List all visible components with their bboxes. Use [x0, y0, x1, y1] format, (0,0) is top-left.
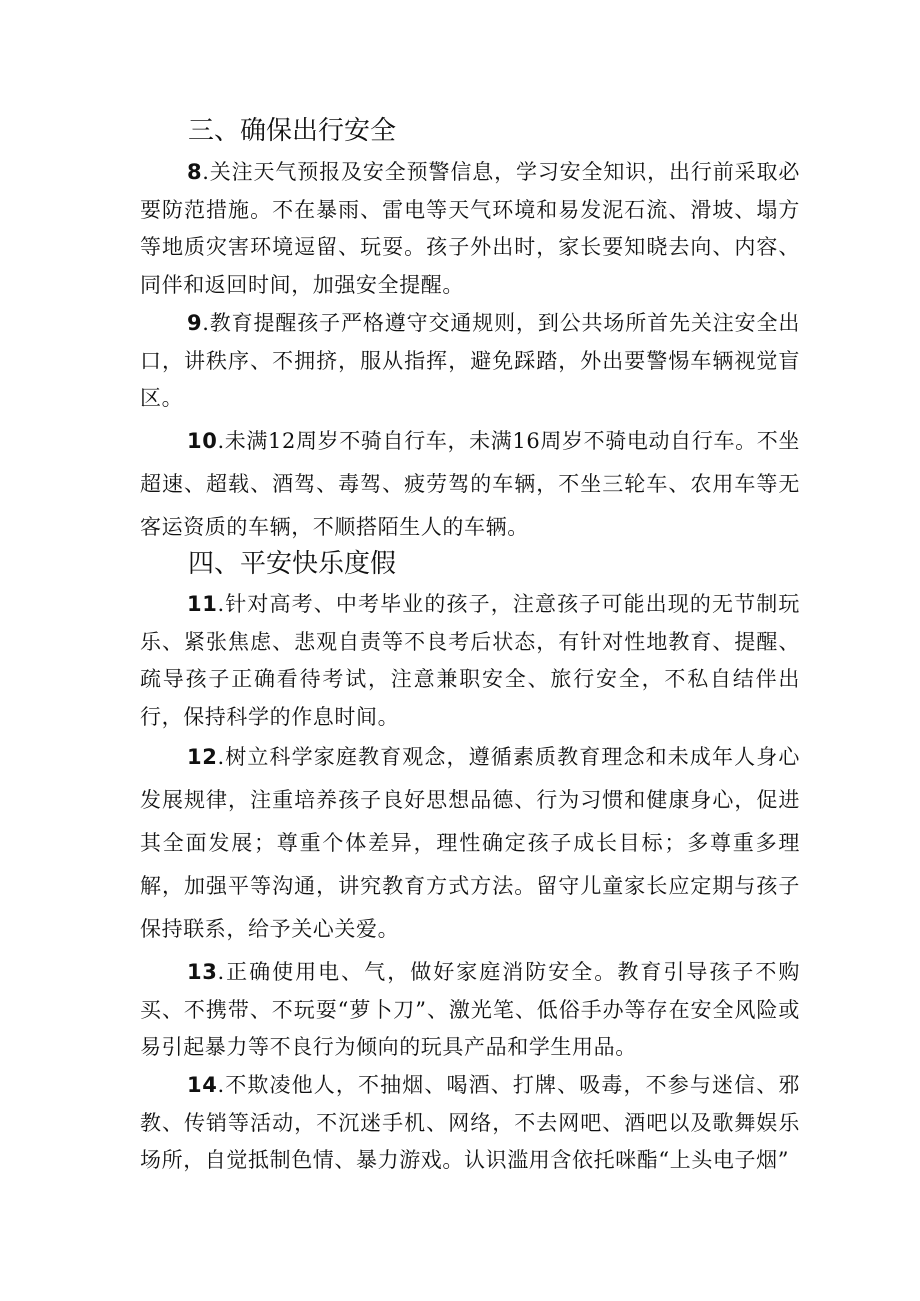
item-number: 14 [187, 1073, 218, 1097]
section-heading-holiday: 四、平安快乐度假 [188, 549, 397, 579]
paragraph-item-14 [140, 1067, 800, 1180]
item-text: .教育提醒孩子严格遵守交通规则，到公共场所首先关注安全出口，讲秩序、不拥挤，服从指挥，避免踩踏，外出要警惕车辆视觉盲区。 [140, 311, 800, 410]
item-text: .针对高考、中考毕业的孩子，注意孩子可能出现的无节制玩乐、紧张焦虑、悲观自责等不良考后状态，有针对性地教育、提醒、疏导孩子正确看待考试，注意兼职安全、旅行安全，不私自结伴出行，保持科学的作息时间。 [140, 592, 800, 729]
item-number: 9 [187, 311, 203, 335]
paragraph-item-10 [140, 420, 800, 549]
item-number: 8 [187, 160, 203, 184]
paragraph-item-12 [140, 736, 800, 951]
item-number: 13 [187, 960, 218, 984]
paragraph-item-8 [140, 154, 800, 304]
item-text: .关注天气预报及安全预警信息，学习安全知识，出行前采取必要防范措施。不在暴雨、雷电等天气环境和易发泥石流、滑坡、塌方等地质灾害环境逗留、玩耍。孩子外出时，家长要知晓去向、内容、同伴和返回时间，加强安全提醒。 [140, 160, 800, 297]
item-text: .树立科学家庭教育观念，遵循素质教育理念和未成年人身心发展规律，注重培养孩子良好思想品德、行为习惯和健康身心，促进其全面发展；尊重个体差异，理性确定孩子成长目标；多尊重多理解，加强平等沟通，讲究教育方式方法。留守儿童家长应定期与孩子保持联系，给予关心关爱。 [140, 745, 800, 941]
paragraph-item-13 [140, 954, 800, 1067]
paragraph-item-11 [140, 586, 800, 736]
item-number: 12 [187, 745, 218, 769]
section-heading-travel-safety: 三、确保出行安全 [188, 116, 397, 146]
item-number: 11 [187, 592, 218, 616]
item-text: .未满12周岁不骑自行车，未满16周岁不骑电动自行车。不坐超速、超载、酒驾、毒驾、疲劳驾的车辆，不坐三轮车、农用车等无客运资质的车辆，不顺搭陌生人的车辆。 [140, 429, 800, 539]
paragraph-item-9 [140, 305, 800, 418]
item-text: .不欺凌他人，不抽烟、喝酒、打牌、吸毒，不参与迷信、邪教、传销等活动，不沉迷手机、网络，不去网吧、酒吧以及歌舞娱乐场所，自觉抵制色情、暴力游戏。认识滥用含依托咪酯“上头电子烟” [140, 1073, 800, 1172]
item-text: .正确使用电、气，做好家庭消防安全。教育引导孩子不购买、不携带、不玩耍“萝卜刀”、激光笔、低俗手办等存在安全风险或易引起暴力等不良行为倾向的玩具产品和学生用品。 [140, 960, 800, 1059]
item-number: 10 [187, 429, 218, 453]
